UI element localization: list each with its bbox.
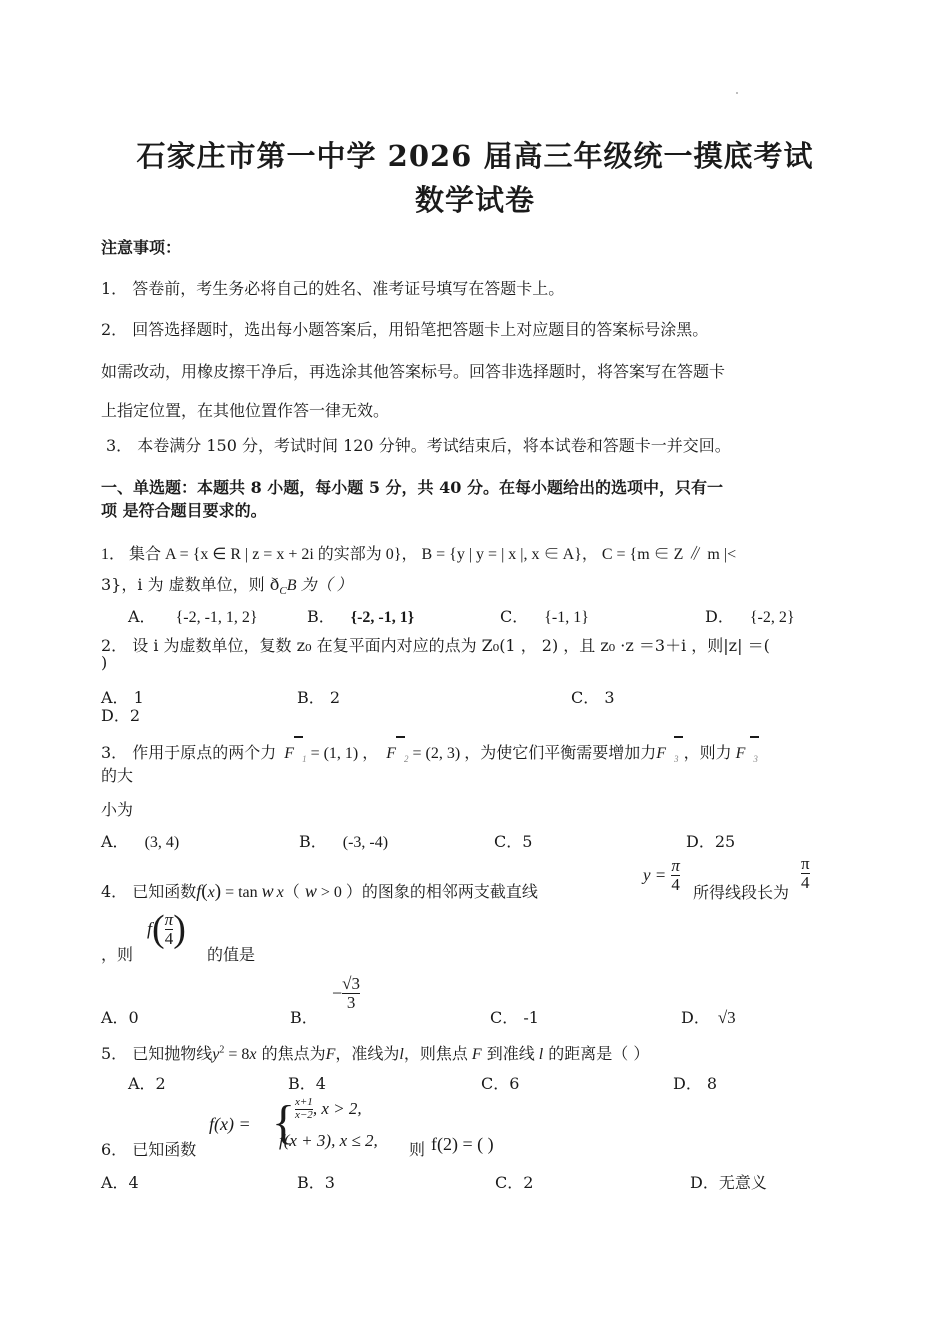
q1-option-b-label: B．: [307, 607, 335, 626]
notice-heading: 注意事项：: [101, 238, 182, 257]
q5-y: y: [212, 1046, 220, 1063]
q4-pi-over-4b: [801, 855, 810, 892]
q6-option-d: D．无意义: [690, 1173, 767, 1192]
q4-pi-over-4: [671, 857, 680, 894]
q2-stem: 2． 设 i 为虚数单位，复数 z₀ 在复平面内对应的点为 Z₀(1 ， 2) ，且 z₀ ·z ＝3＋i ，则|z| ＝(: [101, 636, 770, 655]
q2-stem-cont: ): [101, 653, 108, 672]
q3-option-c: C．5: [494, 832, 533, 851]
q6-case-1-cond: , x > 2,: [312, 1099, 362, 1119]
q3-text-2: = (1, 1) ，: [306, 745, 379, 762]
q4-omega2: w: [304, 881, 317, 901]
q4-pi-b: π: [801, 854, 810, 873]
q4-pi-over-4c: [165, 911, 174, 948]
q1-stem: 1． 集合 A = {x ∈ R | z = x + 2i 的实部为 0}， B = {y | y = | x |, x ∈ A}， C = {m ∈ Z ∥ m |<: [101, 546, 737, 563]
scan-dot: [736, 92, 738, 94]
q1-option-b: [307, 604, 414, 627]
q3-stem: [101, 740, 758, 764]
q3-f3-letter: F: [656, 745, 666, 762]
q1-stem-cont: [101, 572, 353, 597]
notice-item-1: 1． 答卷前，考生务必将自己的姓名、准考证号填写在答题卡上。: [101, 279, 565, 298]
q5-l2: l: [538, 1046, 544, 1063]
q4-option-b: [332, 975, 360, 1012]
q5-option-d: D． 8: [673, 1074, 718, 1093]
q4-text-1: 4． 已知函数: [101, 882, 197, 901]
q4-four: 4: [671, 874, 680, 894]
q5-sup: 2: [219, 1044, 225, 1056]
q4-option-c: C． -1: [490, 1008, 539, 1027]
q6-f2: f(2) = ( ): [431, 1134, 494, 1154]
q4-pi-c: π: [164, 909, 174, 929]
q6-num: x+1: [295, 1096, 313, 1108]
q4-y-eq: y =: [643, 865, 667, 885]
q1-option-c: [500, 604, 589, 627]
q6-fx: f(x) =: [209, 1114, 251, 1134]
q3-force-f3b: [732, 745, 758, 764]
q3-f3b-sub: 3: [753, 754, 758, 764]
q6-case-1-frac: [295, 1097, 313, 1121]
q5-text-6: 到准线: [481, 1044, 535, 1063]
q3-stem-cont2: 小为: [101, 800, 134, 819]
q3-option-a-label: A．: [101, 832, 129, 851]
q2-option-c: C． 3: [571, 688, 615, 707]
q5-text-5: ，则焦点: [403, 1044, 468, 1063]
q4-option-d-label: D．: [681, 1008, 710, 1027]
q5-text-3: 的焦点为: [256, 1044, 326, 1063]
notice-item-2-cont: 如需改动，用橡皮擦干净后，再选涂其他答案标号。回答非选择题时，将答案写在答题卡: [101, 362, 726, 381]
q4-f: f: [196, 881, 202, 901]
q4-option-a: A．0: [101, 1008, 139, 1027]
q5-text-7: 的距离是（ ）: [543, 1044, 650, 1063]
q3-force-f3: [656, 745, 678, 764]
q4-x: x: [207, 884, 215, 901]
q3-option-b-label: B．: [299, 832, 327, 851]
q3-option-d: D．25: [686, 832, 736, 851]
q5-text-4: ，准线为: [335, 1044, 400, 1063]
q3-f1-letter: F: [284, 745, 295, 762]
q6-stem: 6． 已知函数: [101, 1140, 197, 1159]
q4-text-2: = tan: [221, 884, 262, 901]
q3-text-4: ，则力: [678, 743, 732, 762]
q2-option-d: D．2: [101, 706, 141, 725]
q3-option-b: [299, 829, 388, 852]
q4-option-d-value: √3: [717, 1008, 736, 1027]
q1-stem-end: B 为（ ）: [286, 577, 353, 594]
q4-option-b-label: B．: [290, 1008, 318, 1027]
q6-case-2: f(x + 3), x ≤ 2,: [279, 1131, 378, 1150]
q4-sqrt3-over-3: [342, 975, 360, 1012]
q4-f-b: f: [147, 918, 153, 939]
q1-option-b-value: {-2, -1, 1}: [350, 609, 415, 626]
q5-stem: 5． 已知抛物线$y^2 = 8x$ 的焦点为F，准线为l，则焦点 F 到准线 l 的距离是（ ）: [101, 1044, 650, 1063]
q3-f3-sub: 3: [674, 754, 679, 764]
q6-option-b: B．3: [297, 1173, 335, 1192]
exam-page: 石家庄市第一中学 2026 届高三年级统一摸底考试 数学试卷 注意事项： 1． 答卷前，考生务必将自己的姓名、准考证号填写在答题卡上。 2． 回答选择题时，选出每小题答案后，用铅笔把答题卡上对应题目的答案标号涂黑。 如需改动，用橡皮擦干净后，再选涂其他答案标号。回答非选择题时，将答案写在答题卡 上指定位置，在其他位置作答一律无效。 3． 本卷满分 150 分，考试时间 120 分钟。考试结束后，将本试卷和答题卡一并交回。 一、单选题：本题共 8 小题，每小题 5 分，共 40 分。在每小题给出的选项中，只有一 项 是符合题目要求的。 1． 集合 A = {x ∈ R | z = x + 2i 的实部为 0}， B = {y | y = | x |, x ∈ A}， C = {m ∈ Z ∥ m |< 3}，i 为 虚数单位，则 $ð_CB$ 为（ ） A． {-2, -1, 1, 2} B． {-2, -1, 1} C． {-1, 1} D． {-2, 2} 2． 设 i 为虚数单位，复数 z₀ 在复平面内对应的点为 Z₀(1 ， 2) ，且 z₀ ·z ＝3＋i ，则|z| ＝( ) A． 1 B． 2 C． 3 D．2 3． 作用于原点的两个力 F $_1$ = (1, 1) ， F $_2$ = (2, 3) ，为使它们平衡需要增加力F $_3$ ，则力 F $_3$ 的大 小为 A． (3, 4) B． (-3, -4) C．5 D．25 4． 已知函数f(x) = tan w x（ w > 0 ）的图象的相邻两支截直线 y = $\frac{\pi}{4}$ 所得线段长为 $\frac{\pi}{4}$ ，则 f( $\frac{\pi}{4}$ ) 的值是 A．0 B． − $\frac{√3}{3}$ C． -1 D． √3 5． 已知抛物线$y^2 = 8x$ 的焦点为F，准线为l，则焦点 F 到准线 l 的距离是（ ） A．2 B．4 C．6 D． 8 6． 已知函数 f(x) = { $\frac{x+1}{x-2}$ , x > 2, f(x + 3), x ≤ 2, 则 f(2) = ( ) A．4 B．3 C．2 D．无意义: [0, 0, 950, 1342]
q4-three: 3: [346, 992, 356, 1012]
q5-text-1: 5． 已知抛物线: [101, 1044, 213, 1063]
q4-minus: −: [332, 982, 343, 1003]
q3-text-1: 3． 作用于原点的两个力: [101, 743, 277, 762]
q5-F: F: [325, 1046, 336, 1063]
q3-f2-letter: F: [386, 745, 397, 762]
q4-pi: π: [671, 856, 680, 875]
q3-force-f2: [378, 745, 408, 764]
q4-value-is: 的值是: [207, 945, 256, 964]
notice-item-2-cont2: 上指定位置，在其他位置作答一律无效。: [101, 401, 390, 420]
q4-text-4: > 0 ）的图象的相邻两支截直线: [316, 884, 538, 901]
q3-stem-cont: 的大: [101, 766, 134, 785]
q3-option-b-value: (-3, -4): [342, 834, 389, 851]
q6-den: x−2: [295, 1108, 313, 1121]
notice-item-2: 2． 回答选择题时，选出每小题答案后，用铅笔把答题卡上对应题目的答案标号涂黑。: [101, 320, 709, 339]
q2-option-a: A． 1: [101, 688, 144, 707]
q5-option-a: A．2: [128, 1074, 166, 1093]
q1-option-c-label: C．: [500, 607, 529, 626]
q6-case-1: [295, 1097, 362, 1121]
q3-f1-sub: 1: [302, 754, 307, 764]
q1-option-a-label: A．: [128, 607, 156, 626]
q1-option-d-value: {-2, 2}: [749, 609, 795, 626]
q6-then: 则: [409, 1140, 426, 1159]
section-heading: 一、单选题：本题共 8 小题，每小题 5 分，共 40 分。在每小题给出的选项中，只有一: [101, 478, 723, 497]
q3-option-a-value: (3, 4): [144, 834, 180, 851]
q4-text-3: （: [283, 882, 305, 901]
q3-text-3: = (2, 3) ，为使它们平衡需要增加力: [408, 745, 657, 762]
q4-four-c: 4: [164, 928, 174, 948]
q5-option-b: B．4: [288, 1074, 326, 1093]
q4-line-eq: [643, 857, 680, 894]
q4-then: ，则: [101, 945, 134, 964]
section-heading-cont: 项 是符合题目要求的。: [101, 501, 267, 520]
q4-omega: w: [261, 881, 274, 901]
q5-text-2: = 8: [224, 1046, 250, 1063]
q4-sqrt3: √3: [342, 974, 360, 993]
q1-option-a-value: {-2, -1, 1, 2}: [175, 609, 258, 626]
q1-option-d: [705, 604, 795, 627]
q1-option-c-value: {-1, 1}: [544, 609, 589, 626]
q5-F2: F: [471, 1046, 482, 1063]
q6-option-a: A．4: [101, 1173, 139, 1192]
q5-option-c: C．6: [481, 1074, 520, 1093]
q4-length-frac: [801, 855, 810, 892]
notice-item-3: 3． 本卷满分 150 分，考试时间 120 分钟。考试结束后，将本试卷和答题卡一并交回。: [106, 436, 731, 455]
q5-l: l: [399, 1046, 404, 1063]
q1-stem-text: 3}，i 为 虚数单位，则 ð: [101, 575, 280, 594]
exam-title: 石家庄市第一中学 2026 届高三年级统一摸底考试: [136, 139, 814, 173]
q3-f3b-letter: F: [735, 745, 746, 762]
q6-option-c: C．2: [495, 1173, 534, 1192]
q1-option-a: [128, 604, 258, 627]
q2-option-b: B． 2: [297, 688, 341, 707]
q4-four-b: 4: [801, 872, 810, 892]
q1-option-d-label: D．: [705, 607, 734, 626]
q4-stem: 4． 已知函数f(x) = tan w x（ w > 0 ）的图象的相邻两支截直线: [101, 881, 538, 902]
q3-option-a: [101, 829, 179, 852]
exam-subtitle: 数学试卷: [414, 183, 535, 217]
q4-option-d: [681, 1005, 736, 1028]
q4-x2: x: [276, 884, 284, 901]
q3-force-f1: [276, 745, 306, 764]
q4-stem-cont: 所得线段长为: [693, 883, 790, 902]
q1-complement-sub: C: [279, 585, 287, 597]
q4-f-pi-over-4: f( $\frac{\pi}{4}$ ): [147, 908, 186, 950]
q3-f2-sub: 2: [404, 754, 409, 764]
